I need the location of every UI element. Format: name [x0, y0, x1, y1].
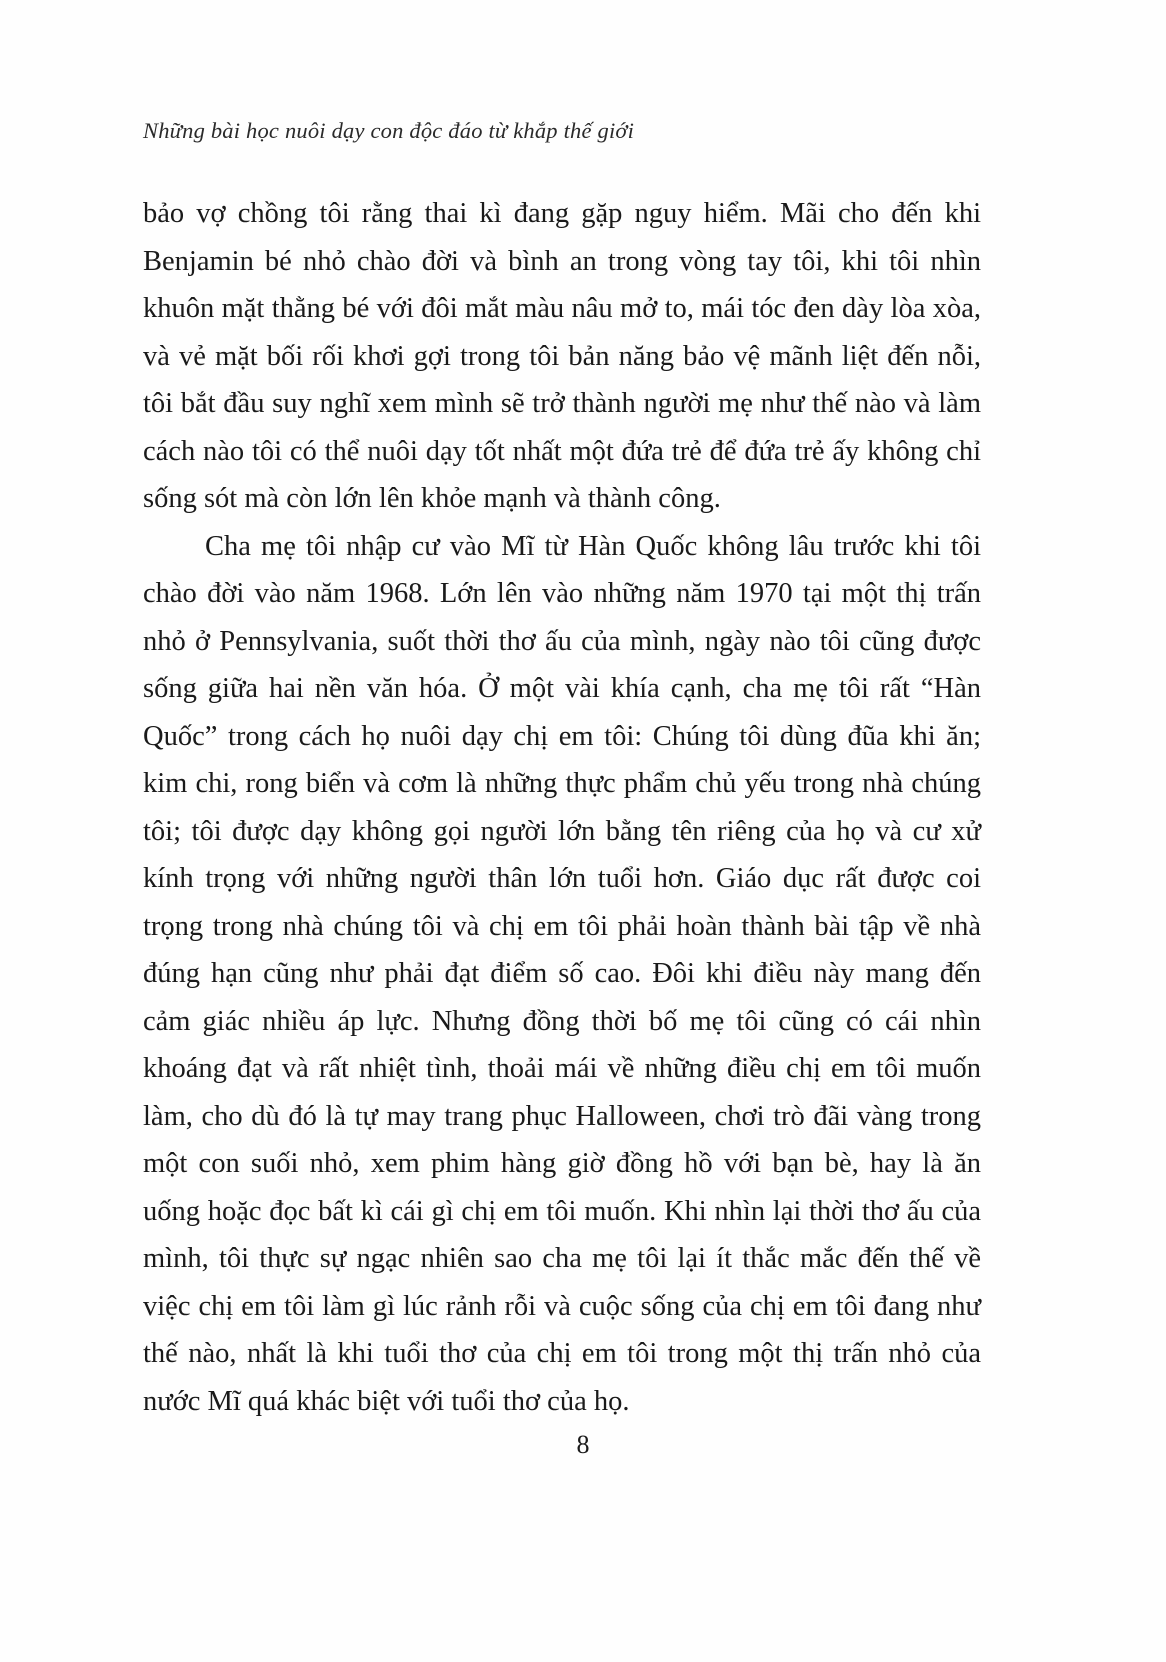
running-head: Những bài học nuôi dạy con độc đáo từ khắp thế giới — [143, 118, 635, 143]
paragraph: Cha mẹ tôi nhập cư vào Mĩ từ Hàn Quốc không lâu trước khi tôi chào đời vào năm 1968. Lớn lên vào những năm 1970 tại một thị trấn nhỏ ở Pennsylvania, suốt thời thơ ấu của mình, ngày nào tôi cũng được sống giữa hai nền văn hóa. Ở một vài khía cạnh, cha mẹ tôi rất “Hàn Quốc” trong cách họ nuôi dạy chị em tôi: Chúng tôi dùng đũa khi ăn; kim chi, rong biển và cơm là những thực phẩm chủ yếu trong nhà chúng tôi; tôi được dạy không gọi người lớn bằng tên riêng của họ và cư xử kính trọng với những người thân lớn tuổi hơn. Giáo dục rất được coi trọng trong nhà chúng tôi và chị em tôi phải hoàn thành bài tập về nhà đúng hạn cũng như phải đạt điểm số cao. Đôi khi điều này mang đến cảm giác nhiều áp lực. Nhưng đồng thời bố mẹ tôi cũng có cái nhìn khoáng đạt và rất nhiệt tình, thoải mái về những điều chị em tôi muốn làm, cho dù đó là tự may trang phục Halloween, chơi trò đãi vàng trong một con suối nhỏ, xem phim hàng giờ đồng hồ với bạn bè, hay là ăn uống hoặc đọc bất kì cái gì chị em tôi muốn. Khi nhìn lại thời thơ ấu của mình, tôi thực sự ngạc nhiên sao cha mẹ tôi lại ít thắc mắc đến thế về việc chị em tôi làm gì lúc rảnh rỗi và cuộc sống của chị em tôi đang như thế nào, nhất là khi tuổi thơ của chị em tôi trong một thị trấn nhỏ của nước Mĩ quá khác biệt với tuổi thơ của họ. — [143, 530, 981, 1417]
body-text — [143, 190, 981, 1425]
paragraph: bảo vợ chồng tôi rằng thai kì đang gặp nguy hiểm. Mãi cho đến khi Benjamin bé nhỏ chào đời và bình an trong vòng tay tôi, khi tôi nhìn khuôn mặt thằng bé với đôi mắt màu nâu mở to, mái tóc đen dày lòa xòa, và vẻ mặt bối rối khơi gợi trong tôi bản năng bảo vệ mãnh liệt đến nỗi, tôi bắt đầu suy nghĩ xem mình sẽ trở thành người mẹ như thế nào và làm cách nào tôi có thể nuôi dạy tốt nhất một đứa trẻ để đứa trẻ ấy không chỉ sống sót mà còn lớn lên khỏe mạnh và thành công. — [143, 198, 981, 514]
page-number: 8 — [576, 1430, 590, 1459]
